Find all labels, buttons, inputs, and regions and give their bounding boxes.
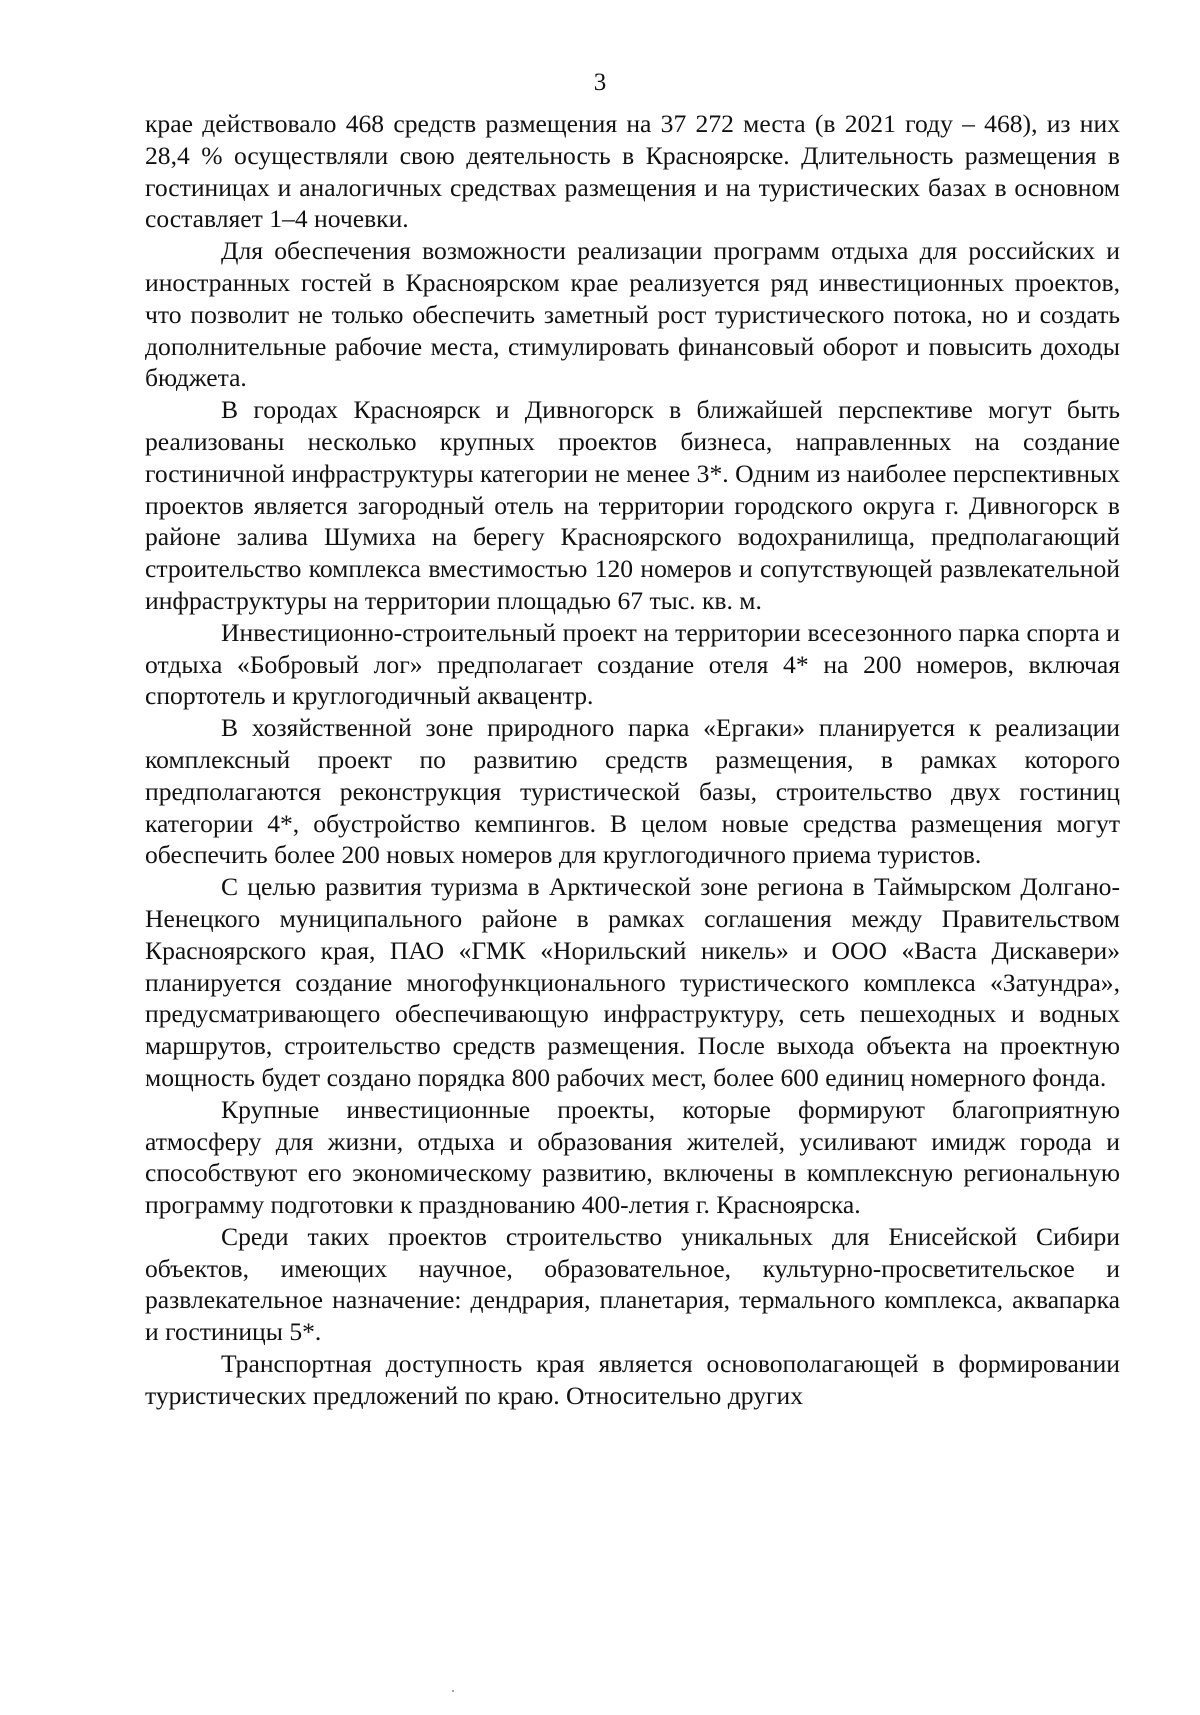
paragraph-krasnoyarsk-divnogorsk: В городах Красноярск и Дивногорск в ближайшей перспективе могут быть реализованы несколько крупных проектов бизнеса, направленных на создание гостиничной инфраструктуры категории не менее 3*. Одним из наиболее перспективных проектов является загородный отель на территории городского округа г. Дивногорск в районе залива Шумиха на берегу Красноярского водохранилища, предполагающий строительство комплекса вместимостью 120 номеров и сопутствующей развлекательной инфраструктуры на территории площадью 67 тыс. кв. м. [145,395,1120,615]
paragraph-unique-objects: Среди таких проектов строительство уникальных для Енисейской Сибири объектов, имеющих научное, образовательное, культурно-просветительское и развлекательное назначение: дендрария, планетария, термального комплекса, аквапарка и гостиницы 5*. [145,1221,1120,1347]
paragraph-400-anniversary: Крупные инвестиционные проекты, которые формируют благоприятную атмосферу для жизни, отдыха и образования жителей, усиливают имидж города и способствуют его экономическому развитию, включены в комплексную региональную программу подготовки к празднованию 400-летия г. Красноярска. [145,1094,1120,1220]
paragraph-accommodation-stats: крае действовало 468 средств размещения на 37 272 места (в 2021 году – 468), из них 28,4 % осуществляли свою деятельность в Красноярске. Длительность размещения в гостиницах и аналогичных средствах размещения и на туристических базах в основном составляет 1–4 ночевки. [145,109,1120,234]
document-body [145,108,1120,1412]
paragraph-bobrovy-log: Инвестиционно-строительный проект на территории всесезонного парка спорта и отдыха «Бобровый лог» предполагает создание отеля 4* на 200 номеров, включая спортотель и круглогодичный аквацентр. [145,617,1120,711]
scan-speck [452,1690,454,1692]
paragraph-investment-projects: Для обеспечения возможности реализации программ отдыха для российских и иностранных гостей в Красноярском крае реализуется ряд инвестиционных проектов, что позволит не только обеспечить заметный рост туристического потока, но и создать дополнительные рабочие места, стимулировать финансовый оборот и повысить доходы бюджета. [145,236,1120,393]
paragraph-ergaki: В хозяйственной зоне природного парка «Ергаки» планируется к реализации комплексный проект по развитию средств размещения, в рамках которого предполагаются реконструкция туристической базы, строительство двух гостиниц категории 4*, обустройство кемпингов. В целом новые средства размещения могут обеспечить более 200 новых номеров для круглогодичного приема туристов. [145,713,1120,870]
paragraph-arctic-zatundra: С целью развития туризма в Арктической зоне региона в Таймырском Долгано-Ненецкого муниципального районе в рамках соглашения между Правительством Красноярского края, ПАО «ГМК «Норильский никель» и ООО «Васта Дискавери» планируется создание многофункционального туристического комплекса «Затундра», предусматривающего обеспечивающую инфраструктуру, сеть пешеходных и водных маршрутов, строительство средств размещения. После выхода объекта на проектную мощность будет создано порядка 800 рабочих мест, более 600 единиц номерного фонда. [145,872,1120,1092]
page-number: 3 [593,69,607,96]
paragraph-transport-accessibility: Транспортная доступность края является основополагающей в формировании туристических предложений по краю. Относительно других [145,1349,1120,1410]
